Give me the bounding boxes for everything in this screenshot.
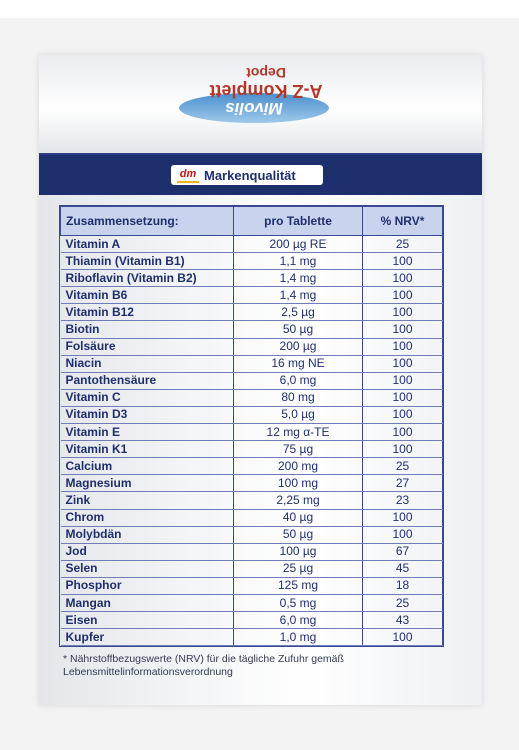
amount-per-tablet: 100 µg <box>234 543 363 560</box>
amount-per-tablet: 25 µg <box>234 560 363 577</box>
amount-per-tablet: 50 µg <box>234 321 363 338</box>
nrv-percent: 100 <box>363 287 443 304</box>
table-row <box>61 543 443 560</box>
nrv-percent: 100 <box>363 389 443 406</box>
mivolis-logo: Mivolis <box>179 93 329 123</box>
table-row <box>61 424 443 441</box>
nutrient-name: Biotin <box>61 321 234 338</box>
amount-per-tablet: 80 mg <box>234 389 363 406</box>
header-ingredient: Zusammensetzung: <box>61 207 234 236</box>
table-row <box>61 355 443 372</box>
nrv-percent: 18 <box>363 577 443 594</box>
nrv-percent: 100 <box>363 629 443 646</box>
nutrient-name: Riboflavin (Vitamin B2) <box>61 270 234 287</box>
table-row <box>61 338 443 355</box>
nrv-percent: 43 <box>363 612 443 629</box>
amount-per-tablet: 1,4 mg <box>234 287 363 304</box>
table-row <box>61 458 443 475</box>
nutrient-name: Eisen <box>61 612 234 629</box>
nutrient-name: Chrom <box>61 509 234 526</box>
nutrient-name: Vitamin D3 <box>61 406 234 423</box>
table-row <box>61 475 443 492</box>
table-row <box>61 560 443 577</box>
nutrient-name: Niacin <box>61 355 234 372</box>
amount-per-tablet: 200 mg <box>234 458 363 475</box>
nrv-percent: 100 <box>363 355 443 372</box>
header-nrv: % NRV* <box>363 207 443 236</box>
nrv-percent: 100 <box>363 424 443 441</box>
table-row <box>61 612 443 629</box>
nrv-percent: 100 <box>363 509 443 526</box>
quality-label: Markenqualität <box>204 167 296 183</box>
footnote <box>63 653 463 679</box>
amount-per-tablet: 200 µg RE <box>234 236 363 253</box>
nrv-percent: 23 <box>363 492 443 509</box>
table-row <box>61 526 443 543</box>
nrv-percent: 100 <box>363 526 443 543</box>
nrv-percent: 100 <box>363 253 443 270</box>
nrv-percent: 100 <box>363 304 443 321</box>
table-row <box>61 594 443 611</box>
amount-per-tablet: 6,0 mg <box>234 612 363 629</box>
table-row <box>61 509 443 526</box>
nutrient-name: Vitamin E <box>61 424 234 441</box>
amount-per-tablet: 50 µg <box>234 526 363 543</box>
amount-per-tablet: 1,4 mg <box>234 270 363 287</box>
table-row <box>61 304 443 321</box>
amount-per-tablet: 16 mg NE <box>234 355 363 372</box>
nutrient-name: Zink <box>61 492 234 509</box>
amount-per-tablet: 1,1 mg <box>234 253 363 270</box>
nrv-percent: 45 <box>363 560 443 577</box>
nrv-percent: 100 <box>363 406 443 423</box>
photo-top-border <box>0 0 519 18</box>
nutrient-name: Mangan <box>61 594 234 611</box>
table-row <box>61 321 443 338</box>
nrv-percent: 100 <box>363 372 443 389</box>
dm-quality-badge <box>171 165 323 185</box>
header-per-tablet: pro Tablette <box>234 207 363 236</box>
product-subname: Depot <box>246 65 286 81</box>
table-row <box>61 492 443 509</box>
dm-logo: dm <box>177 168 199 183</box>
table-row <box>61 270 443 287</box>
table-row <box>61 372 443 389</box>
nutrient-name: Calcium <box>61 458 234 475</box>
amount-per-tablet: 2,5 µg <box>234 304 363 321</box>
nrv-percent: 100 <box>363 270 443 287</box>
nutrient-name: Thiamin (Vitamin B1) <box>61 253 234 270</box>
nutrient-name: Selen <box>61 560 234 577</box>
amount-per-tablet: 1,0 mg <box>234 629 363 646</box>
table-header-row <box>61 207 443 236</box>
nutrition-table-wrapper <box>59 205 444 647</box>
table-row <box>61 441 443 458</box>
amount-per-tablet: 6,0 mg <box>234 372 363 389</box>
amount-per-tablet: 200 µg <box>234 338 363 355</box>
amount-per-tablet: 0,5 mg <box>234 594 363 611</box>
amount-per-tablet: 125 mg <box>234 577 363 594</box>
amount-per-tablet: 12 mg α-TE <box>234 424 363 441</box>
lid-product-text <box>151 65 381 101</box>
table-row <box>61 253 443 270</box>
nrv-percent: 67 <box>363 543 443 560</box>
nutrient-name: Vitamin A <box>61 236 234 253</box>
nutrient-name: Vitamin K1 <box>61 441 234 458</box>
footnote-line-1: * Nährstoffbezugswerte (NRV) für die tägliche Zufuhr gemäß <box>63 653 344 665</box>
nrv-percent: 25 <box>363 236 443 253</box>
table-row <box>61 287 443 304</box>
nutrient-name: Phosphor <box>61 577 234 594</box>
nutrient-name: Folsäure <box>61 338 234 355</box>
amount-per-tablet: 75 µg <box>234 441 363 458</box>
nrv-percent: 25 <box>363 594 443 611</box>
nrv-percent: 100 <box>363 321 443 338</box>
nutrient-name: Molybdän <box>61 526 234 543</box>
nrv-percent: 27 <box>363 475 443 492</box>
table-row <box>61 629 443 646</box>
brand-band <box>39 153 482 195</box>
nutrient-name: Magnesium <box>61 475 234 492</box>
nutrient-name: Pantothensäure <box>61 372 234 389</box>
amount-per-tablet: 5,0 µg <box>234 406 363 423</box>
table-row <box>61 236 443 253</box>
footnote-line-2: Lebensmittelinformationsverordnung <box>63 666 233 678</box>
nutrient-name: Vitamin B12 <box>61 304 234 321</box>
nutrient-name: Jod <box>61 543 234 560</box>
table-row <box>61 406 443 423</box>
amount-per-tablet: 100 mg <box>234 475 363 492</box>
product-name: A-Z Komplett <box>209 81 323 101</box>
package-lid <box>39 55 482 153</box>
table-row <box>61 389 443 406</box>
nutrition-table <box>60 206 443 646</box>
table-body <box>61 236 443 646</box>
product-package <box>39 55 482 705</box>
nrv-percent: 100 <box>363 338 443 355</box>
amount-per-tablet: 2,25 mg <box>234 492 363 509</box>
nrv-percent: 25 <box>363 458 443 475</box>
nutrient-name: Vitamin B6 <box>61 287 234 304</box>
nutrient-name: Kupfer <box>61 629 234 646</box>
table-row <box>61 577 443 594</box>
nutrient-name: Vitamin C <box>61 389 234 406</box>
amount-per-tablet: 40 µg <box>234 509 363 526</box>
nrv-percent: 100 <box>363 441 443 458</box>
